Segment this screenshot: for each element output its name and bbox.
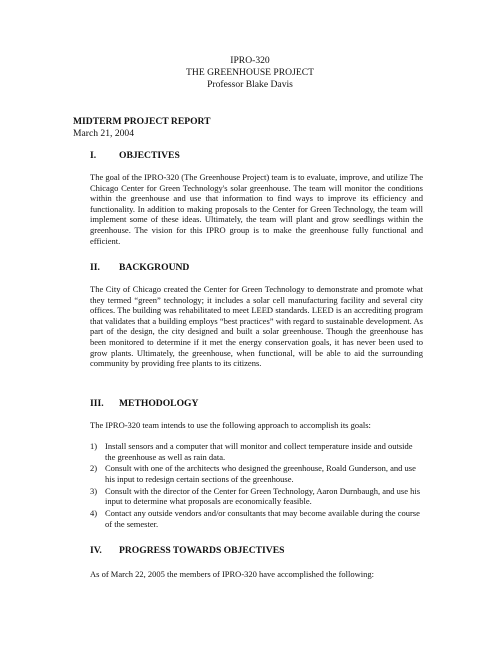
list-item <box>90 486 424 507</box>
list-item <box>90 441 424 462</box>
section-title: OBJECTIVES <box>119 150 180 161</box>
section-number: IV. <box>90 545 102 556</box>
section-title: BACKGROUND <box>119 262 190 273</box>
background-paragraph: The City of Chicago created the Center for Green Technology to demonstrate and promote what they termed “green” technology; it includes a solar cell manufacturing facility and several city offices. The building was rehabilitated to meet LEED standards. LEED is an accrediting program that validates that a building employs “best practices” with regard to sustainable development. As part of the design, the city designed and built a solar greenhouse. Though the greenhouse has been monitored to determine if it met the energy conservation goals, it has never been used to grow plants. Ultimately, the greenhouse, when functional, will be able to aid the surrounding community by providing free plants to its citizens. <box>90 284 423 369</box>
section-heading-progress <box>90 545 284 557</box>
progress-intro: As of March 22, 2005 the members of IPRO-320 have accomplished the following: <box>90 569 374 579</box>
list-item-text: Install sensors and a computer that will monitor and collect temperature inside and outside the greenhouse as well as rain data. <box>105 441 413 462</box>
section-number: III. <box>90 398 104 409</box>
list-item-number: 3) <box>90 485 98 496</box>
section-title: PROGRESS TOWARDS OBJECTIVES <box>119 545 285 556</box>
list-item <box>90 508 424 529</box>
project-title: THE GREENHOUSE PROJECT <box>186 67 314 78</box>
objectives-paragraph: The goal of the IPRO-320 (The Greenhouse Project) team is to evaluate, improve, and utilize The Chicago Center for Green Technology's solar greenhouse. The team will monitor the conditions within the greenhouse and use that information to find ways to improve its efficiency and functionality. In addition to making proposals to the Center for Green Technology, the team will implement some of these ideas. Ultimately, the team will plant and grow seedlings within the greenhouse. The vision for this IPRO group is to make the greenhouse fully functional and efficient. <box>90 172 423 246</box>
document-header <box>0 55 500 91</box>
section-heading-background <box>90 262 189 274</box>
report-date: March 21, 2004 <box>73 128 135 139</box>
list-item-text: Contact any outside vendors and/or consultants that may become available during the course of the semester. <box>105 508 420 529</box>
section-title: METHODOLOGY <box>119 398 199 409</box>
methodology-intro: The IPRO-320 team intends to use the following approach to accomplish its goals: <box>90 420 371 430</box>
report-title: MIDTERM PROJECT REPORT <box>73 116 211 127</box>
section-heading-objectives <box>90 150 180 162</box>
list-item-number: 1) <box>90 441 98 451</box>
list-item-text: Consult with one of the architects who designed the greenhouse, Roald Gunderson, and use his input to redesign certain sections of the greenhouse. <box>105 463 416 484</box>
section-number: I. <box>90 150 97 161</box>
list-item-number: 4) <box>90 508 98 519</box>
professor-name: Professor Blake Davis <box>207 79 293 90</box>
list-item <box>90 463 424 484</box>
section-heading-methodology <box>90 398 198 410</box>
section-number: II. <box>90 262 100 273</box>
course-title: IPRO-320 <box>230 55 270 66</box>
list-item-number: 2) <box>90 463 98 474</box>
list-item-text: Consult with the director of the Center for Green Technology, Aaron Durnbaugh, and use his input to determine what proposals are economically feasible. <box>105 485 421 507</box>
methodology-list <box>90 441 424 531</box>
